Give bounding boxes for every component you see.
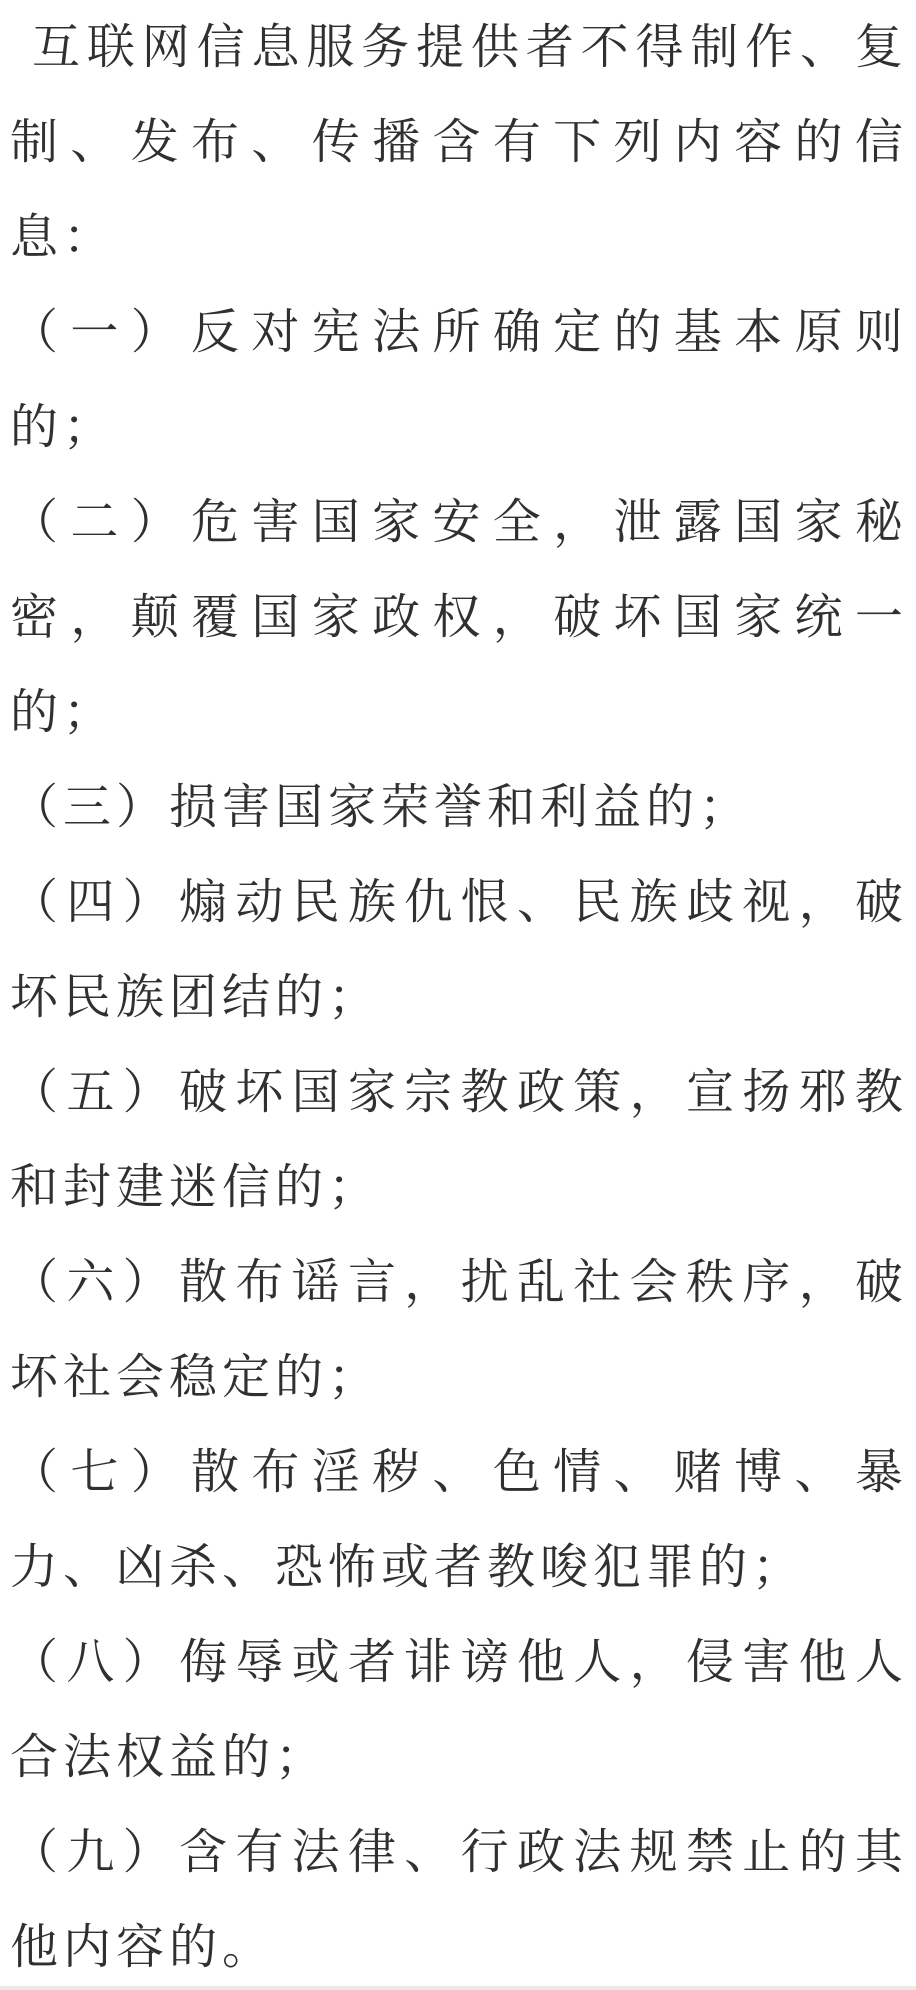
character: 危 (191, 495, 240, 549)
character: 基 (673, 305, 722, 359)
character: 七 (70, 1445, 119, 1499)
text-line-content: 的； (10, 685, 117, 739)
character: 赌 (673, 1445, 722, 1499)
character: 或 (291, 1635, 340, 1689)
character: 、 (70, 115, 119, 169)
character: （ (10, 1635, 59, 1689)
paragraph-item-8 (10, 1615, 903, 1805)
character: （ (10, 1445, 59, 1499)
character: 覆 (191, 590, 240, 644)
paragraph-item-3 (10, 760, 903, 855)
paragraph-item-6 (10, 1235, 903, 1425)
character: 服 (306, 20, 355, 74)
character: 辱 (235, 1635, 284, 1689)
character: 煽 (178, 875, 227, 929)
character: 国 (311, 495, 360, 549)
character: 宣 (685, 1065, 734, 1119)
character: 提 (416, 20, 465, 74)
character: 宗 (404, 1065, 453, 1119)
text-line (10, 665, 903, 760)
character: 对 (251, 305, 300, 359)
character: 家 (372, 495, 421, 549)
character: 害 (742, 1635, 791, 1689)
character: ， (798, 1255, 847, 1309)
character: 一 (854, 590, 903, 644)
character: 的 (613, 305, 662, 359)
character: 策 (573, 1065, 622, 1119)
character: 宪 (311, 305, 360, 359)
character: 破 (854, 875, 903, 929)
character: 家 (794, 495, 843, 549)
character: 安 (432, 495, 481, 549)
character: 侮 (178, 1635, 227, 1689)
text-line (10, 1615, 903, 1710)
character: 二 (70, 495, 119, 549)
character: （ (10, 495, 59, 549)
character: 原 (794, 305, 843, 359)
character: （ (10, 1255, 59, 1309)
character: 法 (372, 305, 421, 359)
character: 布 (235, 1255, 284, 1309)
character: 法 (573, 1825, 622, 1879)
character: 破 (553, 590, 602, 644)
character: 国 (673, 590, 722, 644)
character: 教 (460, 1065, 509, 1119)
character: 下 (553, 115, 602, 169)
character: 教 (854, 1065, 903, 1119)
text-line (10, 380, 903, 475)
character: 全 (492, 495, 541, 549)
character: 本 (734, 305, 783, 359)
text-line (10, 285, 903, 380)
character: 则 (854, 305, 903, 359)
character: 诽 (404, 1635, 453, 1689)
character: 作 (745, 20, 794, 74)
character: 民 (573, 875, 622, 929)
text-line-content: 坏民族团结的； (10, 970, 382, 1024)
character: 政 (372, 590, 421, 644)
paragraph-item-4 (10, 855, 903, 1045)
character: ） (122, 1635, 171, 1689)
character: 、 (613, 1445, 662, 1499)
character: 布 (191, 115, 240, 169)
character: ） (122, 1825, 171, 1879)
character: 规 (629, 1825, 678, 1879)
character: 、 (794, 1445, 843, 1499)
character: 六 (66, 1255, 115, 1309)
text-line (10, 1235, 903, 1330)
bottom-edge-divider (0, 1986, 916, 1990)
character: 色 (492, 1445, 541, 1499)
character: 族 (629, 875, 678, 929)
paragraph-item-7 (10, 1425, 903, 1615)
character: 散 (178, 1255, 227, 1309)
character: 布 (251, 1445, 300, 1499)
character: 播 (372, 115, 421, 169)
character: 谤 (460, 1635, 509, 1689)
text-line (10, 1425, 903, 1520)
text-line (10, 475, 903, 570)
character: 九 (66, 1825, 115, 1879)
text-line-content: （三）损害国家荣誉和利益的； (10, 780, 753, 834)
character: 容 (734, 115, 783, 169)
text-line (10, 1330, 903, 1425)
character: ） (122, 1255, 171, 1309)
character: 谣 (291, 1255, 340, 1309)
character: 内 (673, 115, 722, 169)
character: 秩 (685, 1255, 734, 1309)
text-line-content: 的； (10, 400, 117, 454)
character: 恨 (460, 875, 509, 929)
character: 秘 (854, 495, 903, 549)
paragraph-item-1 (10, 285, 903, 475)
character: 害 (251, 495, 300, 549)
character: 坏 (613, 590, 662, 644)
character: 秽 (372, 1445, 421, 1499)
character: 他 (798, 1635, 847, 1689)
character: ） (122, 1065, 171, 1119)
character: 密 (10, 590, 59, 644)
text-line (10, 1520, 903, 1615)
character: 禁 (685, 1825, 734, 1879)
character: 制 (10, 115, 59, 169)
character: 、 (516, 875, 565, 929)
paragraph-item-9 (10, 1805, 903, 1990)
character: 颠 (130, 590, 179, 644)
character: 五 (66, 1065, 115, 1119)
character: ） (130, 305, 179, 359)
character: ， (492, 590, 541, 644)
character: 动 (235, 875, 284, 929)
character: 民 (291, 875, 340, 929)
text-line (10, 1710, 903, 1805)
character: 家 (734, 590, 783, 644)
character: 政 (516, 1065, 565, 1119)
character: 家 (311, 590, 360, 644)
character: 国 (251, 590, 300, 644)
character: 扬 (742, 1065, 791, 1119)
character: 含 (178, 1825, 227, 1879)
character: 权 (432, 590, 481, 644)
paragraph-item-5 (10, 1045, 903, 1235)
text-line (10, 1140, 903, 1235)
character: 定 (553, 305, 602, 359)
character: 歧 (685, 875, 734, 929)
character: 者 (525, 20, 574, 74)
character: ， (798, 875, 847, 929)
character: 务 (361, 20, 410, 74)
character: 律 (347, 1825, 396, 1879)
character: 情 (553, 1445, 602, 1499)
text-line (10, 950, 903, 1045)
character: 淫 (311, 1445, 360, 1499)
character: 侵 (685, 1635, 734, 1689)
character: ） (130, 495, 179, 549)
character: 、 (251, 115, 300, 169)
character: 传 (311, 115, 360, 169)
text-line (10, 570, 903, 665)
character: 信 (196, 20, 245, 74)
text-line (10, 1045, 903, 1140)
character: 言 (347, 1255, 396, 1309)
character: 会 (629, 1255, 678, 1309)
character: 所 (432, 305, 481, 359)
character: ， (629, 1635, 678, 1689)
character: ， (553, 495, 602, 549)
character: （ (10, 305, 59, 359)
character: ） (130, 1445, 179, 1499)
paragraph-item-2 (10, 475, 903, 760)
character: 四 (66, 875, 115, 929)
text-line-content: 息： (10, 210, 117, 264)
character: 仇 (404, 875, 453, 929)
character: 坏 (235, 1065, 284, 1119)
character: 其 (854, 1825, 903, 1879)
text-line (10, 1805, 903, 1900)
character: （ (10, 1825, 59, 1879)
character: 族 (347, 875, 396, 929)
text-line (10, 0, 903, 95)
text-line-content: 力、凶杀、恐怖或者教唆犯罪的； (10, 1540, 806, 1594)
character: 制 (690, 20, 739, 74)
character: （ (10, 875, 59, 929)
character: 者 (347, 1635, 396, 1689)
character: 国 (734, 495, 783, 549)
character: 政 (516, 1825, 565, 1879)
character: 止 (742, 1825, 791, 1879)
character: 确 (492, 305, 541, 359)
character: 、 (432, 1445, 481, 1499)
character: ） (122, 875, 171, 929)
character: ， (629, 1065, 678, 1119)
character: 他 (516, 1635, 565, 1689)
character: 得 (635, 20, 684, 74)
character: 互 (32, 20, 81, 74)
character: 人 (573, 1635, 622, 1689)
character: 联 (86, 20, 135, 74)
character: 国 (291, 1065, 340, 1119)
character: 不 (580, 20, 629, 74)
character: 供 (470, 20, 519, 74)
character: 网 (141, 20, 190, 74)
character: 破 (178, 1065, 227, 1119)
character: 法 (291, 1825, 340, 1879)
character: ， (70, 590, 119, 644)
text-line (10, 190, 903, 285)
character: ， (404, 1255, 453, 1309)
text-line-content: 和封建迷信的； (10, 1160, 382, 1214)
character: 反 (191, 305, 240, 359)
character: 的 (794, 115, 843, 169)
character: 有 (492, 115, 541, 169)
character: 列 (613, 115, 662, 169)
character: 一 (70, 305, 119, 359)
character: 社 (573, 1255, 622, 1309)
character: 露 (673, 495, 722, 549)
text-line (10, 1900, 903, 1990)
character: 息 (251, 20, 300, 74)
character: 的 (798, 1825, 847, 1879)
text-line (10, 95, 903, 190)
character: 邪 (798, 1065, 847, 1119)
character: 视 (742, 875, 791, 929)
character: 有 (235, 1825, 284, 1879)
character: 八 (66, 1635, 115, 1689)
text-line-content: 合法权益的； (10, 1730, 329, 1784)
character: 含 (432, 115, 481, 169)
character: 破 (854, 1255, 903, 1309)
character: 复 (854, 20, 903, 74)
character: 信 (854, 115, 903, 169)
text-line (10, 855, 903, 950)
text-line-content: 坏社会稳定的； (10, 1350, 382, 1404)
character: 统 (794, 590, 843, 644)
character: 暴 (854, 1445, 903, 1499)
character: 行 (460, 1825, 509, 1879)
character: 散 (191, 1445, 240, 1499)
character: 序 (742, 1255, 791, 1309)
character: 发 (130, 115, 179, 169)
character: 扰 (460, 1255, 509, 1309)
character: 、 (800, 20, 849, 74)
character: 泄 (613, 495, 662, 549)
character: 乱 (516, 1255, 565, 1309)
paragraph-intro (10, 0, 903, 285)
text-line (10, 760, 903, 855)
character: 人 (854, 1635, 903, 1689)
character: 家 (347, 1065, 396, 1119)
character: 、 (404, 1825, 453, 1879)
character: 博 (734, 1445, 783, 1499)
text-line-content: 他内容的。 (10, 1920, 276, 1974)
character: （ (10, 1065, 59, 1119)
